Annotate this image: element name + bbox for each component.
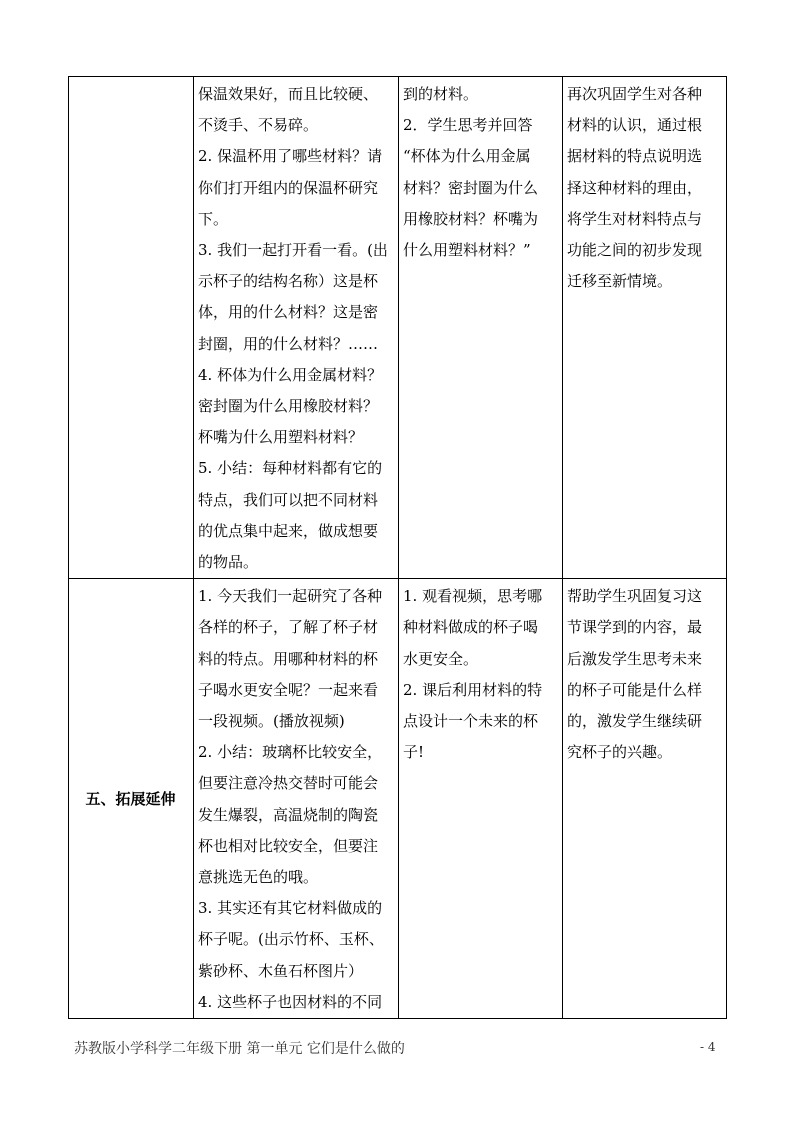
cell-text-line: 什么用塑料材料？” bbox=[403, 241, 531, 260]
cell-text-line: 你们打开组内的保温杯研究 bbox=[198, 178, 379, 197]
cell-text-line: 帮助学生巩固复习这 bbox=[567, 587, 703, 606]
cell-text-line: 2. 保温杯用了哪些材料？请 bbox=[198, 147, 383, 166]
cell-text-line: 水更安全。 bbox=[403, 649, 479, 668]
section-label: 五、拓展延伸 bbox=[85, 790, 176, 809]
cell-text-line: 功能之间的初步发现 bbox=[567, 241, 703, 260]
cell-text-line: 不烫手、不易碎。 bbox=[198, 116, 319, 135]
cell-text-line: 1. 今天我们一起研究了各种 bbox=[198, 587, 383, 606]
teacher-activity-cell bbox=[194, 579, 399, 1019]
cell-text-line: 杯嘴为什么用塑料材料？ bbox=[198, 428, 364, 447]
cell-text-line: 子! bbox=[403, 743, 425, 762]
cell-text-line: 用橡胶材料？杯嘴为 bbox=[403, 209, 539, 228]
cell-text-line: 封圈，用的什么材料？…… bbox=[198, 334, 379, 353]
cell-text-line: 的，激发学生继续研 bbox=[567, 712, 703, 731]
cell-text-line: 究杯子的兴趣。 bbox=[567, 743, 673, 762]
cell-text-line: 材料？密封圈为什么 bbox=[403, 178, 539, 197]
page-number: - 4 bbox=[700, 1040, 716, 1054]
cell-text-line: 的杯子可能是什么样 bbox=[567, 680, 703, 699]
cell-text-line: 4. 杯体为什么用金属材料？ bbox=[198, 365, 383, 384]
cell-text-line: 的优点集中起来，做成想要 bbox=[198, 521, 379, 540]
section-cell bbox=[69, 579, 194, 1019]
cell-text-line: 一段视频。(播放视频) bbox=[198, 712, 345, 731]
design-intent-cell bbox=[563, 77, 727, 579]
cell-text-line: 发生爆裂，高温烧制的陶瓷 bbox=[198, 805, 379, 824]
cell-text-line: 但要注意冷热交替时可能会 bbox=[198, 774, 379, 793]
section-cell bbox=[69, 77, 194, 579]
cell-text-line: 子喝水更安全呢？一起来看 bbox=[198, 680, 379, 699]
cell-text-line: 到的材料。 bbox=[403, 85, 479, 103]
cell-text-line: 2. 小结：玻璃杯比较安全， bbox=[198, 743, 383, 762]
cell-text-line: 料的特点。用哪种材料的杯 bbox=[198, 649, 379, 668]
cell-text-line: 材料的认识，通过根 bbox=[567, 116, 703, 135]
cell-text-line: 保温效果好，而且比较硬、 bbox=[198, 85, 379, 103]
cell-text-line: 节课学到的内容，最 bbox=[567, 618, 703, 637]
cell-text-line: 将学生对材料特点与 bbox=[567, 209, 703, 228]
cell-text-line: 据材料的特点说明选 bbox=[567, 147, 703, 166]
cell-text-line: 择这种材料的理由， bbox=[567, 178, 703, 197]
lesson-plan-table bbox=[68, 76, 727, 1019]
cell-text-line: 迁移至新情境。 bbox=[567, 272, 673, 291]
cell-text-line: 2. 课后利用材料的特 bbox=[403, 680, 543, 699]
cell-text-line: 杯子呢。(出示竹杯、玉杯、 bbox=[198, 930, 384, 949]
cell-text-line: 5. 小结：每种材料都有它的 bbox=[198, 459, 383, 478]
cell-text-line: 体，用的什么材料？这是密 bbox=[198, 303, 379, 322]
cell-text-line: 各样的杯子，了解了杯子材 bbox=[198, 618, 379, 637]
cell-text-line: 种材料做成的杯子喝 bbox=[403, 618, 539, 637]
cell-text-line: 密封圈为什么用橡胶材料？ bbox=[198, 397, 379, 416]
student-activity-cell bbox=[399, 77, 563, 579]
table-row bbox=[69, 579, 727, 1019]
cell-text-line: 2．学生思考并回答 bbox=[403, 116, 533, 135]
page-footer: 苏教版小学科学二年级下册 第一单元 它们是什么做的 bbox=[74, 1041, 405, 1057]
cell-text-line: 示杯子的结构名称）这是杯 bbox=[198, 272, 379, 291]
cell-text-line: 意挑选无色的哦。 bbox=[198, 868, 319, 887]
cell-text-line: 下。 bbox=[198, 209, 229, 228]
cell-text-line: 再次巩固学生对各种 bbox=[567, 85, 703, 103]
cell-text-line: 后激发学生思考未来 bbox=[567, 649, 703, 668]
student-activity-cell bbox=[399, 579, 563, 1019]
table-row bbox=[69, 77, 727, 579]
cell-text-line: 特点，我们可以把不同材料 bbox=[198, 490, 379, 509]
cell-text-line: 的物品。 bbox=[198, 553, 259, 572]
cell-text-line: 紫砂杯、木鱼石杯图片） bbox=[198, 961, 364, 980]
cell-text-line: 4. 这些杯子也因材料的不同 bbox=[198, 992, 383, 1011]
design-intent-cell bbox=[563, 579, 727, 1019]
cell-text-line: “杯体为什么用金属 bbox=[403, 147, 531, 166]
teacher-activity-cell bbox=[194, 77, 399, 579]
cell-text-line: 3. 其实还有其它材料做成的 bbox=[198, 899, 383, 918]
cell-text-line: 3. 我们一起打开看一看。(出 bbox=[198, 241, 388, 260]
cell-text-line: 点设计一个未来的杯 bbox=[403, 712, 539, 731]
cell-text-line: 杯也相对比较安全，但要注 bbox=[198, 836, 379, 855]
cell-text-line: 1. 观看视频，思考哪 bbox=[403, 587, 543, 606]
